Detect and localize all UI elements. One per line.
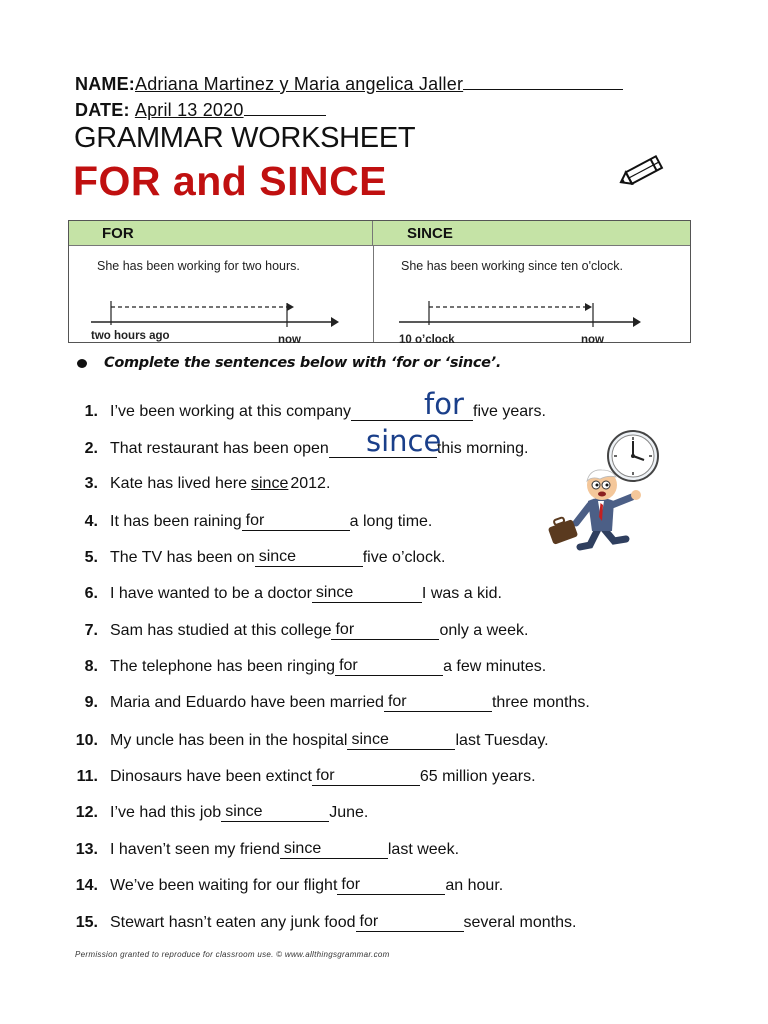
sentence-text-after: 2012. [290, 475, 331, 492]
sentence-item [72, 657, 672, 679]
handwritten-answer-2: since [366, 424, 442, 458]
date-row [75, 100, 326, 121]
sentence-text-after: five o’clock. [362, 549, 446, 566]
answer-blank[interactable] [280, 840, 388, 859]
answer-text: for [387, 693, 407, 710]
copyright-footer: Permission granted to reproduce for classroom use. © www.allthingsgrammar.com [75, 950, 390, 959]
sentence-text-after: five years. [473, 403, 546, 420]
sentence-number: 5. [84, 549, 98, 566]
answer-text: since [258, 548, 297, 565]
sentence-item [72, 402, 672, 424]
sentence-number: 8. [84, 658, 98, 675]
answer-blank[interactable] [337, 876, 445, 895]
sentence-item [72, 876, 672, 898]
sentence-number: 10. [75, 732, 98, 749]
worksheet-subtitle: FOR and SINCE [73, 158, 388, 204]
since-example-sentence: She has been working since ten o'clock. [401, 259, 623, 273]
answer-blank[interactable] [356, 913, 464, 932]
sentence-text-before: Stewart hasn’t eaten any junk food [110, 914, 356, 931]
answer-blank[interactable] [312, 767, 420, 786]
date-value: April 13 2020 [134, 100, 244, 120]
businessman-icon [540, 467, 660, 557]
for-start-label: two hours ago [91, 330, 170, 342]
answer-blank[interactable] [347, 731, 455, 750]
answer-blank[interactable]: since [250, 475, 289, 492]
sentence-item [72, 731, 672, 753]
sentence-number: 15. [75, 914, 98, 931]
sentence-item [72, 621, 672, 643]
sentence-number: 2. [84, 440, 98, 457]
answer-text: for [245, 512, 265, 529]
worksheet-title: GRAMMAR WORKSHEET [74, 122, 416, 154]
sentence-text-after: 65 million years. [419, 768, 536, 785]
sentence-text-before: Maria and Eduardo have been married [110, 694, 384, 711]
sentence-text-before: The TV has been on [110, 549, 255, 566]
for-since-table [68, 220, 691, 346]
instruction-text: Complete the sentences below with ‘for or ‘since’. [104, 355, 502, 371]
sentence-text-before: My uncle has been in the hospital [110, 732, 348, 749]
since-timeline-diagram [373, 301, 690, 331]
answer-text: for [335, 621, 355, 638]
date-line [244, 114, 326, 116]
answer-text: for [359, 913, 379, 930]
for-example-cell [69, 246, 374, 346]
sentence-text-before: I’ve been working at this company [110, 403, 352, 420]
sentence-number: 7. [84, 622, 98, 639]
answer-blank[interactable] [255, 548, 363, 567]
sentence-text-before: Dinosaurs have been extinct [110, 768, 312, 785]
sentence-number: 11. [76, 768, 98, 785]
sentence-text-after: this morning. [436, 440, 529, 457]
sentence-text-after: a long time. [349, 513, 433, 530]
name-label: NAME: [75, 74, 135, 94]
date-label: DATE: [75, 100, 130, 120]
sentence-number: 4. [84, 513, 98, 530]
answer-text: for [315, 767, 335, 784]
answer-blank[interactable] [331, 621, 439, 640]
answer-text: for [339, 657, 358, 674]
sentence-number: 1. [84, 403, 98, 420]
answer-blank[interactable] [384, 693, 492, 712]
sentence-number: 12. [75, 804, 98, 821]
sentence-item [72, 840, 672, 862]
sentence-text-after: several months. [463, 914, 577, 931]
pencil-icon [617, 148, 673, 192]
sentence-item [72, 584, 672, 606]
sentence-number: 13. [75, 841, 98, 858]
sentence-text-after: I was a kid. [421, 585, 502, 602]
for-timeline-diagram [69, 301, 373, 331]
sentence-text-after: only a week. [439, 622, 529, 639]
sentence-number: 6. [84, 585, 98, 602]
answer-text: since [351, 731, 389, 748]
bullet-icon [77, 359, 87, 368]
sentence-number: 14. [75, 877, 98, 894]
sentence-text-before: The telephone has been ringing [110, 658, 336, 675]
name-value: Adriana Martinez y Maria angelica Jaller [135, 74, 464, 94]
answer-blank[interactable] [221, 803, 329, 822]
name-row [75, 74, 623, 95]
answer-text: since [225, 803, 263, 820]
for-column-heading: FOR [69, 221, 373, 246]
answer-text: since [315, 584, 354, 601]
sentence-text-before: Sam has studied at this college [110, 622, 332, 639]
sentence-text-before: I’ve had this job [110, 804, 222, 821]
name-line [463, 88, 623, 90]
answer-blank[interactable] [242, 512, 350, 531]
sentence-text-after: June. [329, 804, 369, 821]
sentence-item [72, 913, 672, 935]
for-end-label: now [278, 334, 301, 346]
answer-text: for [341, 876, 361, 893]
since-end-label: now [581, 334, 604, 346]
since-start-label: 10 o’clock [399, 334, 455, 346]
sentence-text-before: I haven’t seen my friend [110, 841, 280, 858]
answer-blank[interactable] [312, 584, 422, 603]
sentence-item [72, 803, 672, 825]
sentence-number: 3. [84, 475, 98, 492]
sentence-number: 9. [84, 694, 98, 711]
sentence-text-before: I have wanted to be a doctor [110, 585, 312, 602]
since-example-cell [373, 246, 690, 346]
sentence-item [72, 693, 672, 715]
sentence-text-before: That restaurant has been open [110, 440, 329, 457]
for-example-sentence: She has been working for two hours. [97, 259, 300, 273]
sentence-item [72, 767, 672, 789]
sentence-text-after: last Tuesday. [455, 732, 549, 749]
sentence-text-before: Kate has lived here [110, 475, 247, 492]
sentence-text-before: We’ve been waiting for our flight [110, 877, 338, 894]
handwritten-answer-1: for [424, 387, 464, 421]
sentence-text-after: a few minutes. [443, 658, 547, 675]
sentence-text-after: an hour. [445, 877, 504, 894]
sentence-text-before: It has been raining [110, 513, 242, 530]
sentence-text-after: last week. [387, 841, 460, 858]
sentence-text-after: three months. [491, 694, 590, 711]
answer-text: since [283, 840, 322, 857]
since-column-heading: SINCE [373, 221, 690, 246]
answer-blank[interactable] [335, 657, 443, 676]
